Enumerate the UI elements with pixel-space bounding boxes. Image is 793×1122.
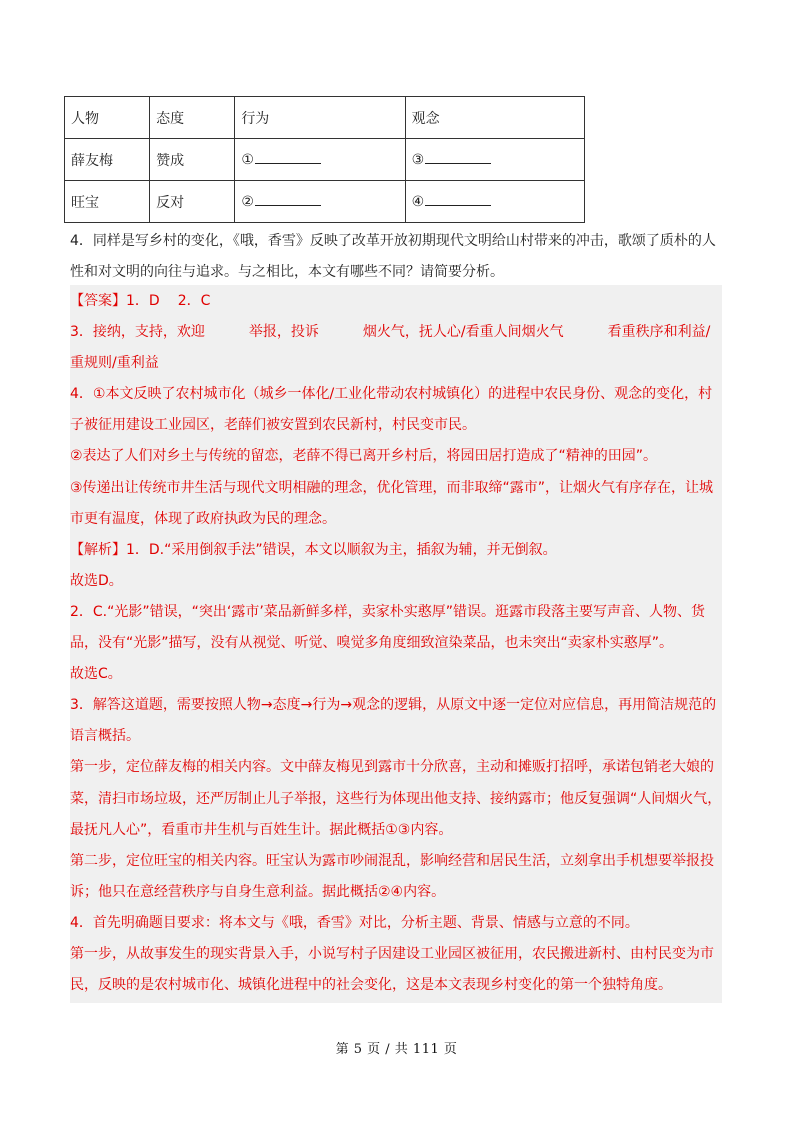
answer-1: 1．D (126, 293, 160, 309)
analysis-4-step-1: 第一步，从故事发生的现实背景入手，小说写村子因建设工业园区被征用，农民搬进新村、由村民变为市民，反映的是农村城市化、城镇化进程中的社会变化，这是本文表现乡村变化的第一个独特角度。 (70, 945, 714, 994)
cell-attitude: 赞成 (150, 139, 235, 181)
cell-concept (405, 181, 584, 223)
table-row (65, 139, 585, 181)
cell-action (235, 181, 405, 223)
answer-2: 2．C (177, 293, 211, 309)
answer-3-item: 接纳，支持，欢迎 (92, 324, 205, 341)
analysis-2-conclusion: 故选C。 (70, 666, 122, 683)
question-4: 4．同样是写乡村的变化，《哦，香雪》反映了改革开放初期现代文明给山村带来的冲击，歌颂了质朴的人性和对文明的向往与追求。与之相比，本文有哪些不同？请简要分析。 (70, 233, 716, 280)
blank-marker: ② (241, 194, 254, 210)
fill-in-blank (425, 151, 491, 164)
fill-in-blank (425, 193, 491, 206)
answer-4-point-1: 4．①本文反映了农村城市化（城乡一体化/工业化带动农村城镇化）的进程中农民身份、观念的变化，村子被征用建设工业园区，老薛们被安置到农民新村，村民变市民。 (70, 386, 713, 434)
cell-concept (405, 139, 584, 181)
answer-analysis-panel (70, 285, 722, 1003)
answer-3-item: 举报，投诉 (248, 324, 319, 341)
answer-4-point-2: ②表达了人们对乡土与传统的留恋，老薛不得已离开乡村后，将园田居打造成了“精神的田园”。 (70, 448, 658, 465)
blank-marker: ③ (411, 152, 425, 168)
header-action: 行为 (235, 97, 405, 139)
header-person: 人物 (65, 97, 150, 139)
answer-line-1 (70, 286, 722, 317)
answer-3: 3．接纳，支持，欢迎 举报，投诉 烟火气，抚人心/看重人间烟火气 看重秩序和利益/重规则/重利益 (70, 324, 711, 372)
analysis-1-conclusion: 故选D。 (70, 572, 123, 589)
analysis-3-step-2: 第二步，定位旺宝的相关内容。旺宝认为露市吵闹混乱，影响经营和居民生活，立刻拿出手机想要举报投诉；他只在意经营秩序与自身生意利益。据此概括②④内容。 (70, 852, 714, 900)
analysis-4: 4．首先明确题目要求：将本文与《哦，香雪》对比，分析主题、背景、情感与立意的不同。 (70, 914, 639, 931)
cell-action (235, 139, 405, 181)
fill-in-blank (255, 193, 321, 206)
blank-marker: ① (241, 152, 254, 168)
cell-attitude: 反对 (150, 181, 235, 223)
answer-3-item: 烟火气，抚人心/看重人间烟火气 (362, 324, 564, 341)
blank-marker: ④ (411, 194, 425, 210)
analysis-2: 2．C.“光影”错误，“突出‘露市’菜品新鲜多样，卖家朴实憨厚”错误。逛露市段落主要写声音、人物、货品，没有“光影”描写，没有从视觉、听觉、嗅觉多角度细致渲染菜品，也未突出“卖家朴实憨厚”。 (70, 603, 706, 652)
analysis-label: 【解析】 (70, 541, 126, 558)
analysis-1: 【解析】1．D.“采用倒叙手法”错误，本文以顺叙为主，插叙为辅，并无倒叙。 (70, 541, 557, 558)
answer-label: 【答案】 (70, 293, 126, 309)
analysis-3: 3．解答这道题，需要按照人物→态度→行为→观念的逻辑，从原文中逐一定位对应信息，再用简洁规范的语言概括。 (70, 697, 717, 745)
answer-3-item: 看重秩序和利益/重规则 (70, 324, 711, 372)
cell-person: 薛友梅 (65, 139, 150, 181)
fill-in-blank (255, 151, 321, 164)
answer-4-point-3: ③传递出让传统市井生活与现代文明相融的理念，优化管理，而非取缔“露市”，让烟火气有序存在，让城市更有温度，体现了政府执政为民的理念。 (70, 479, 714, 527)
table-row (65, 181, 585, 223)
analysis-3-step-1: 第一步，定位薛友梅的相关内容。文中薛友梅见到露市十分欣喜，主动和摊贩打招呼，承诺包销老大娘的菜，清扫市场垃圾，还严厉制止儿子举报，这些行为体现出他支持、接纳露市；他反复强调“人间烟火气，最抚凡人心”，看重市井生机与百姓生计。据此概括①③内容。 (70, 759, 722, 838)
header-attitude: 态度 (150, 97, 235, 139)
cell-person: 旺宝 (65, 181, 150, 223)
page-number-footer: 第 5 页 / 共 111 页 (335, 1042, 458, 1057)
header-concept: 观念 (405, 97, 584, 139)
table-header-row (65, 97, 585, 139)
answer-3-item: /重利益 (112, 355, 159, 372)
character-analysis-table (64, 96, 585, 223)
